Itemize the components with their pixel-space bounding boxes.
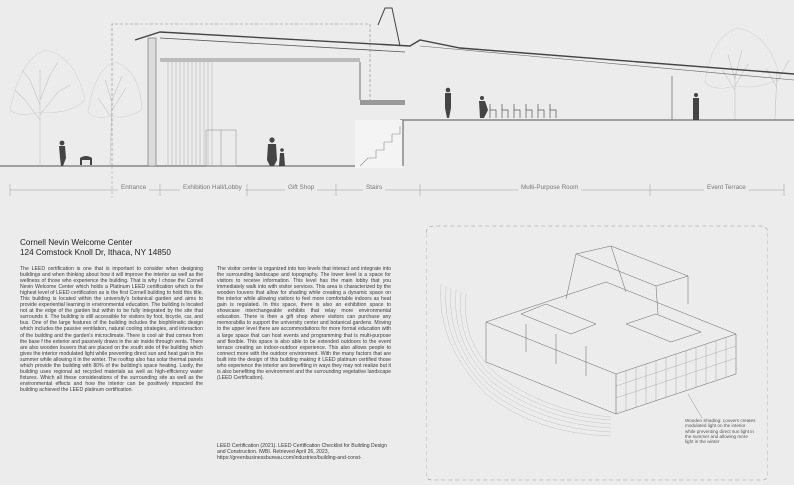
tree-left-2 (88, 62, 142, 165)
tree-right (705, 28, 780, 120)
section-labels (0, 184, 794, 198)
axo-building (486, 246, 736, 414)
leed-text-column: The LEED certification is one that is important to consider when designing buildings and when thinking about how it will improve the interior as well as the wellness of those who experience the building. That is why I chose the Cornell Nevin Welcome Center which holds a Platinum LEED certification which is the highest level of LEED certification as is the first Cornell building to hold this title. This building is located within the university's botanical garden and aims to provide experiential learning in environmental education. The building is located not at the edge of the garden but within to be fully integrated by the site that surrounds it. The building is still accessible for visitors by foot, bicycle, car, and bus. One of the large features of the building includes the biophilmatic design which includes the passive ventilation, natural cooling strategies, and interaction of the building and the garden's microclimate. There is cool air that comes from the base f the exterior and passively draws in the air inside through vents. There are also wooden louvers that are placed on the south side of the building which gives the interior modulated light while preventing direct sun and heat gain in the summer while allowing it in the winter. The rooftop also has solar thermal panels which provide the building with 80% of the building's space heating. Lastly, the building uses regional ad recycled materials as well as high-efficiency water fixtures. Which all these considerations of the surrounding site as well as the environmental effects and how the interior can be positively impacted the building achieved the LEED platinum certification. (20, 266, 203, 393)
axo-terrain-lines (441, 284, 611, 436)
upper-slab (360, 100, 405, 105)
louver-wall (148, 38, 156, 166)
chairs (490, 104, 556, 118)
roof-line (135, 32, 794, 74)
wooden-shading-annotation: Wooden Shading: Louvers creates modulated light on the interior while preventing direct sun light in the summer and allowing more light in the winter (685, 418, 756, 445)
citation: LEED Certification (2021). LEED Certification Checklist for Building Design and Construction. IWBI. Retrieved April 26, 2023, https://greenbusinessbureau.com/industries/building-and-const- (217, 443, 388, 462)
building-section-drawing (0, 0, 794, 240)
wood-louvers (168, 58, 212, 166)
project-address: 124 Comstock Knoll Dr, Ithaca, NY 14850 (20, 248, 171, 257)
axo-louvers (616, 337, 736, 414)
floor-slab (160, 58, 360, 62)
project-name: Cornell Nevin Welcome Center (20, 238, 133, 247)
project-title-block (20, 238, 171, 258)
label-gift-shop: Gift Shop (285, 184, 317, 191)
label-multi-purpose-room: Multi-Purpose Room (518, 184, 581, 191)
label-exhibition-hall: Exhibition Hall/Lobby (180, 184, 245, 191)
visitor-center-text-column: The visitor center is organized into two levels that interact and integrate into the surrounding landscape and topography. The lower level is a space for visitors to receive information. This level has the main lobby that you immediately walk into with visitor services. This area is characterized by the wooden louvers that allow for shading while creating a dynamic space on the interior while allowing visitors to feel more comfortable indoors as heat gain is regulated. In this space, there is also an exhibition space to showcase interchangeable exhibits that relay more environmental education. There is then a gift shop where visitors can purchase any memorabilia to support the university center and botanical gardens. Moving to the upper level there are accommodations for more formal education with a large space that can host events and programming that is multi-purpose and flexible. This space is also able to be extended outdoors to the event terrace creating an indoor-outdoor experience. This also allows people to connect more with the outdoor environment. With the many factors that are built into the design of this building making it LEED platinum certified those who experience the interior are benefiting in ways they may not realize but it is also benefiting the environment and the surrounding vegetative landscape (LEED Certification). (217, 266, 391, 381)
label-event-terrace: Event Terrace (704, 184, 749, 191)
label-stairs: Stairs (363, 184, 385, 191)
people-figures (59, 88, 488, 166)
tree-left (10, 50, 85, 165)
label-entrance: Entrance (118, 184, 149, 191)
clerestory (378, 8, 400, 46)
